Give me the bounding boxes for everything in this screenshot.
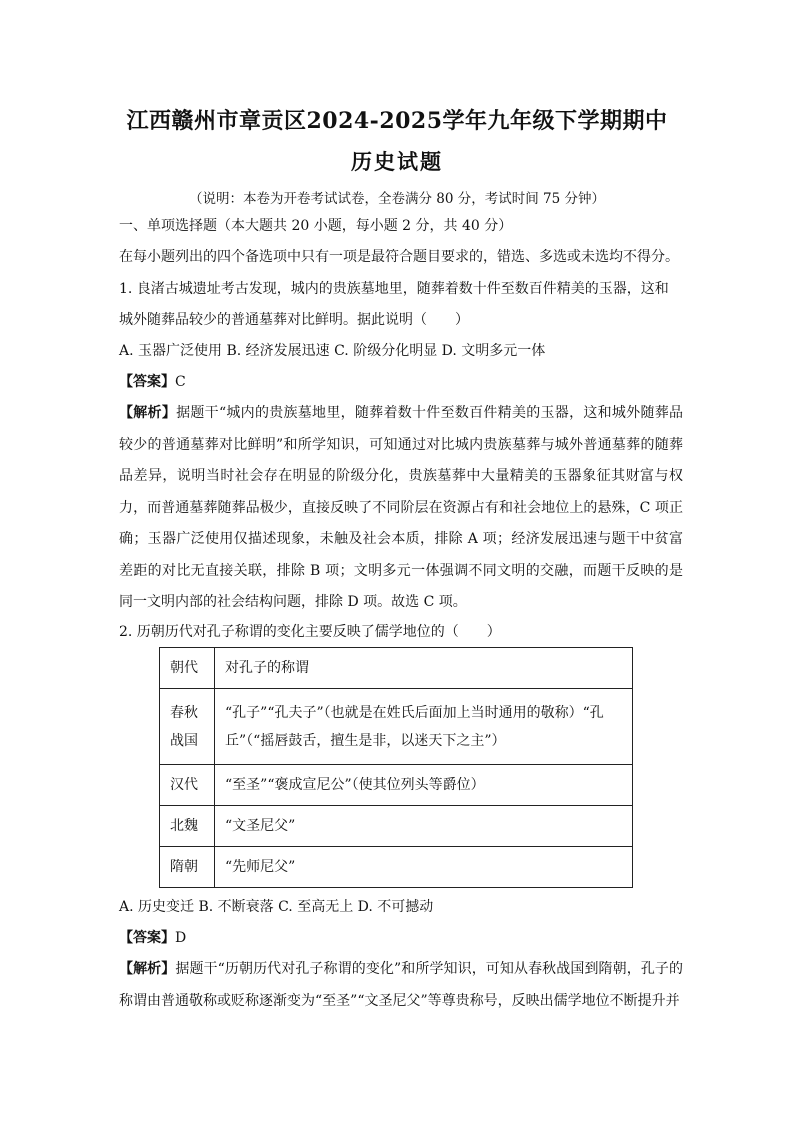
table-cell: “至圣”“褒成宣尼公”（使其位列头等爵位） [215, 765, 633, 806]
q1-stem-line2: 城外随葬品较少的普通墓葬对比鲜明。据此说明（ ） [119, 312, 469, 328]
q2-answer [119, 928, 689, 948]
table-row [160, 689, 633, 765]
table-row [160, 847, 633, 888]
analysis-text: 据题干“城内的贵族墓地里，随葬着数十件至数百件精美的玉器，这和城外随葬品较少的普通墓葬对比鲜明”和所学知识，可知通过对比城内贵族墓葬与城外普通墓葬的随葬品差异，说明当时社会存在明显的阶级分化，贵族墓葬中大量精美的玉器象征其财富与权力，而普通墓葬随葬品极少，直接反映了不同阶层在资源占有和社会地位上的悬殊，C 项正确；玉器广泛使用仅描述现象，未触及社会本质，排除 A 项；经济发展迅速与题干中贫富差距的对比无直接关联，排除 B 项；文明多元一体强调不同文明的交融，而题干反映的是同一文明内部的社会结构问题，排除 D 项。故选 C 项。 [119, 405, 684, 610]
q2-stem: 2. 历朝历代对孔子称谓的变化主要反映了儒学地位的（ ） [119, 624, 501, 640]
q1-options: A. 玉器广泛使用 B. 经济发展迅速 C. 阶级分化明显 D. 文明多元一体 [119, 343, 546, 359]
table-header-cell: 对孔子的称谓 [215, 648, 633, 689]
table-cell: 春秋战国 [160, 689, 215, 765]
table-cell: 北魏 [160, 806, 215, 847]
answer-value: D [175, 930, 187, 946]
document-title: 江西赣州市章贡区2024-2025学年九年级下学期期中 [126, 108, 668, 134]
q1-analysis [119, 398, 683, 619]
document-subtitle: 历史试题 [351, 149, 443, 174]
section-instruction: 在每小题列出的四个备选项中只有一项是最符合题目要求的，错选、多选或未选均不得分。 [119, 249, 679, 265]
answer-label: 【答案】 [119, 374, 175, 390]
analysis-label: 【解析】 [119, 405, 177, 421]
q1-answer [119, 372, 689, 392]
table-row [160, 806, 633, 847]
section-heading: 一、单项选择题（本大题共 20 小题，每小题 2 分，共 40 分） [119, 218, 513, 234]
table-header-cell: 朝代 [160, 648, 215, 689]
table-cell: 隋朝 [160, 847, 215, 888]
answer-label: 【答案】 [119, 930, 175, 946]
q1-stem-line1: 1. 良渚古城遗址考古发现，城内的贵族墓地里，随葬着数十件至数百件精美的玉器，这和 [119, 281, 669, 297]
q2-table [159, 647, 633, 888]
answer-value: C [175, 374, 186, 390]
table-row [160, 765, 633, 806]
table-header-row [160, 648, 633, 689]
table-cell: “孔子”“孔夫子”（也就是在姓氏后面加上当时通用的敬称）“孔丘”（“摇唇鼓舌，擅生是非，以迷天下之主”） [215, 689, 633, 765]
analysis-text: 据题干“历朝历代对孔子称谓的变化”和所学知识，可知从春秋战国到隋朝，孔子的称谓由普通敬称或贬称逐渐变为“至圣”“文圣尼父”等尊贵称号，反映出儒学地位不断提升并 [119, 961, 684, 1009]
table-cell: “先师尼父” [215, 847, 633, 888]
table-cell: “文圣尼父” [215, 806, 633, 847]
analysis-label: 【解析】 [119, 961, 176, 977]
q2-options: A. 历史变迁 B. 不断衰落 C. 至高无上 D. 不可撼动 [119, 899, 434, 915]
table-cell: 汉代 [160, 765, 215, 806]
exam-note: （说明：本卷为开卷考试试卷，全卷满分 80 分，考试时间 75 分钟） [188, 191, 606, 207]
q2-analysis [119, 954, 683, 1017]
